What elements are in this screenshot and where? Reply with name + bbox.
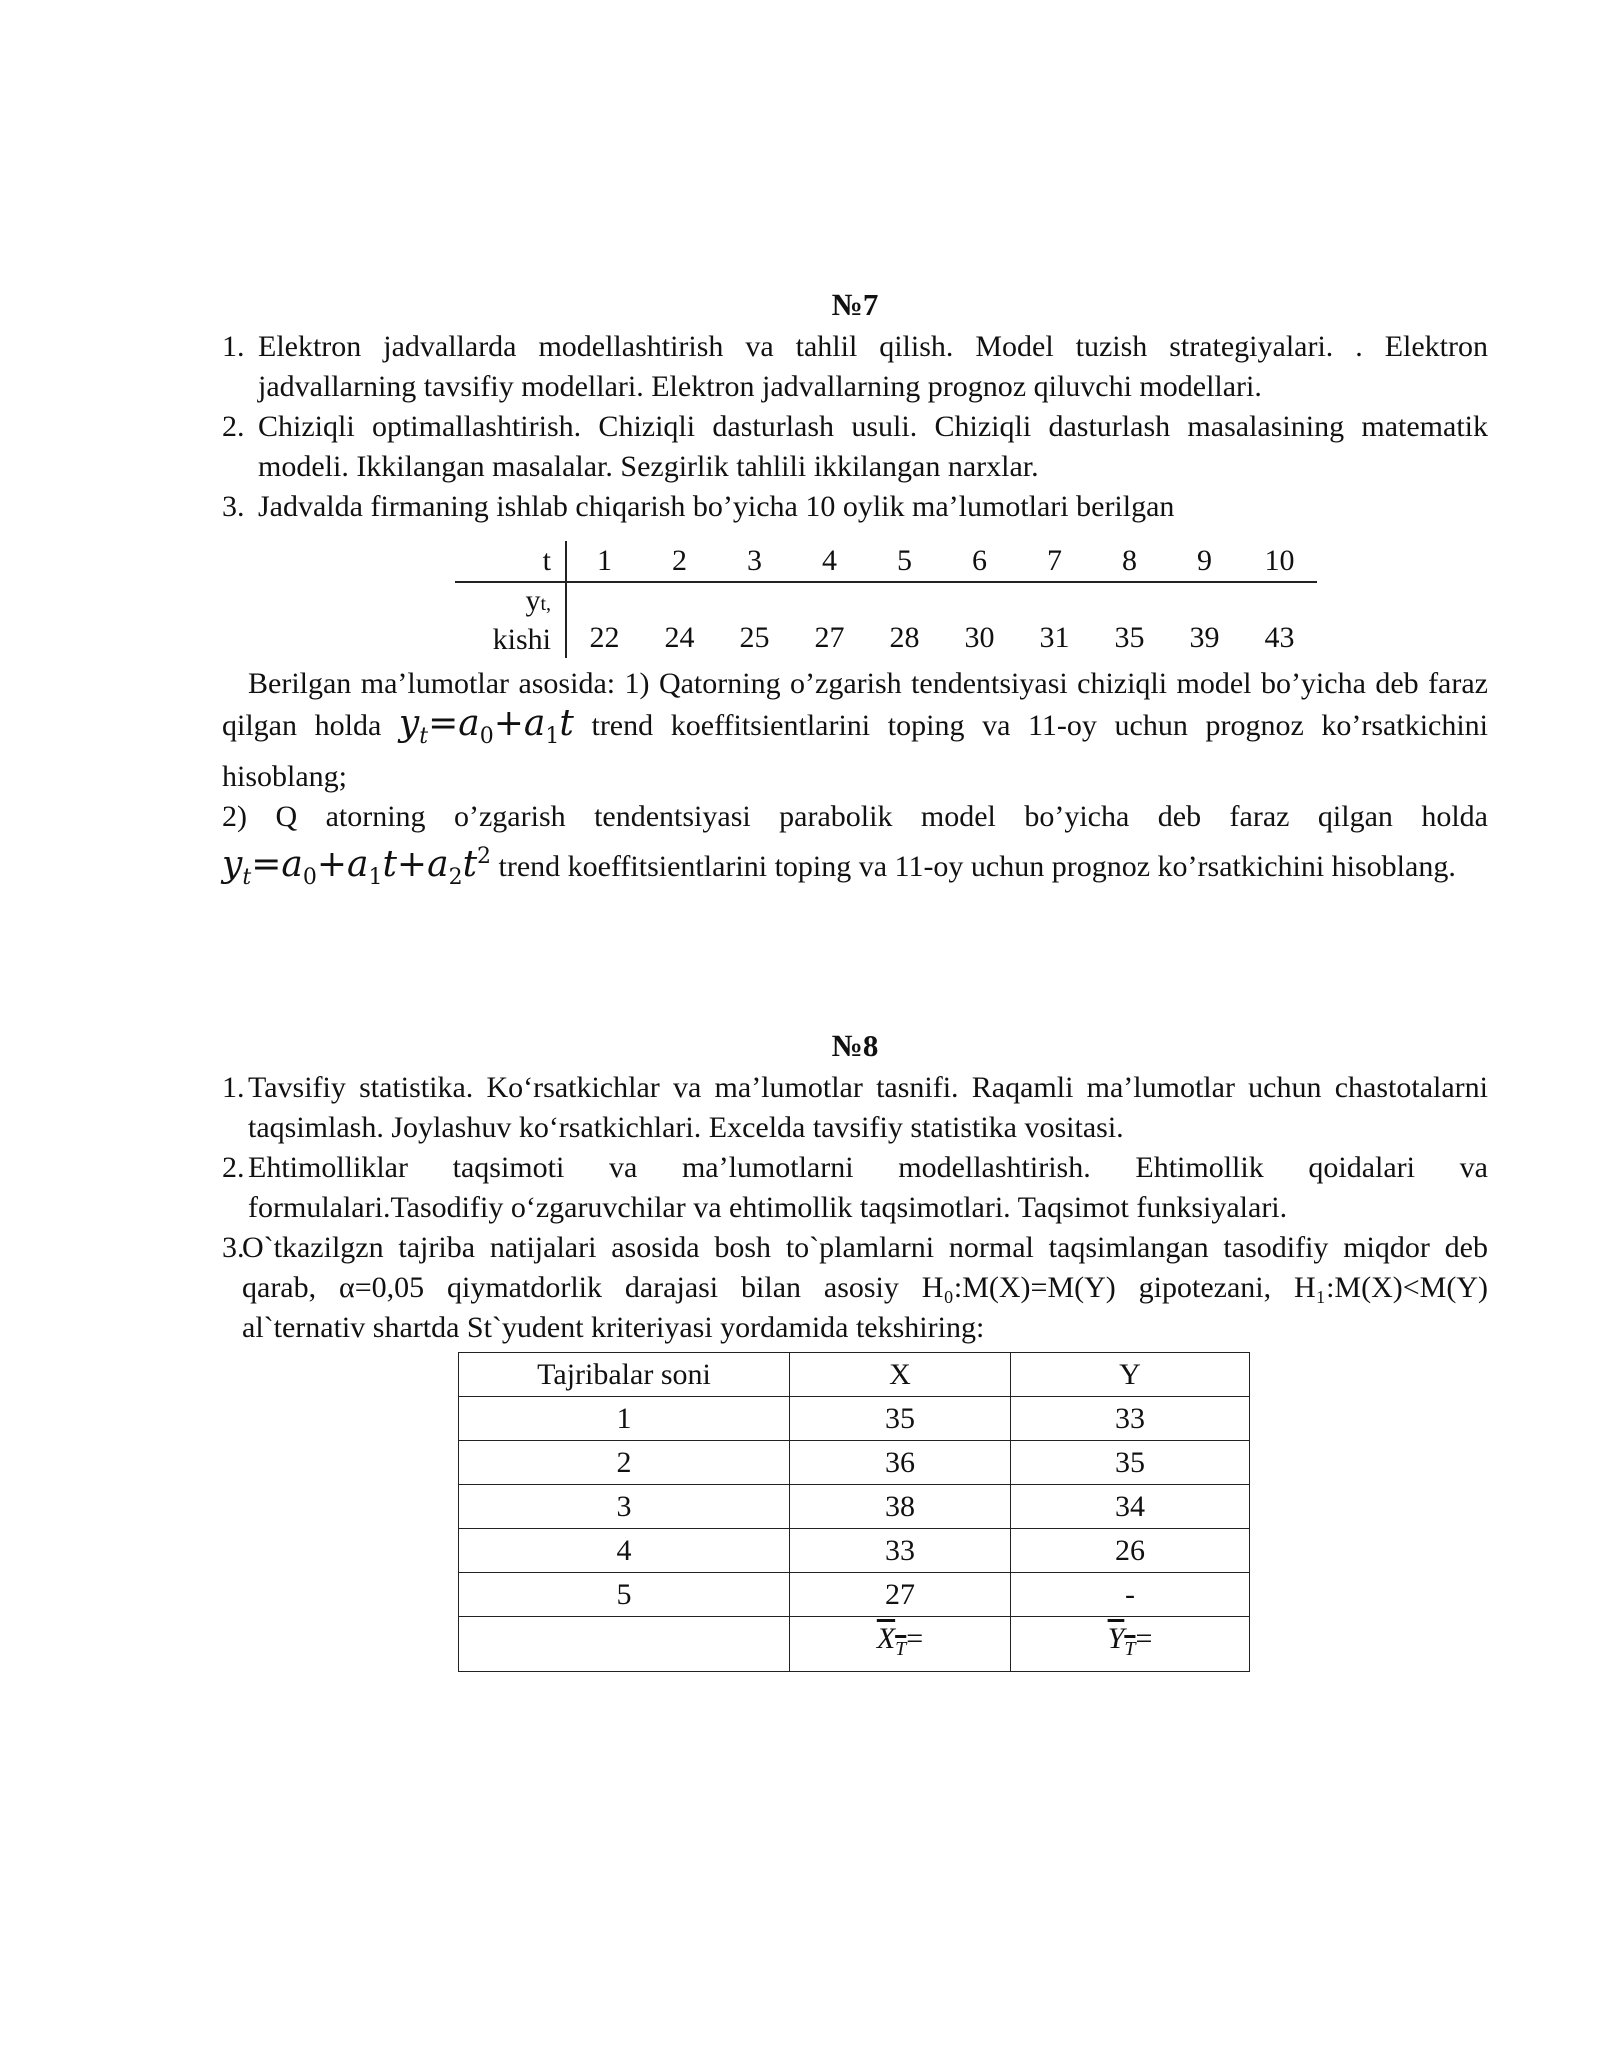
table-row — [459, 1397, 1250, 1441]
table-cell: 27 — [790, 1573, 1011, 1617]
y-label-sub: t, — [540, 593, 551, 615]
y-cell: 24 — [664, 621, 695, 654]
t-cell: 2 — [642, 541, 717, 582]
table-cell: 26 — [1011, 1529, 1250, 1573]
table-row — [459, 1573, 1250, 1617]
instruction-text: trend koeffitsientlarini toping va 11-oy uchun prognoz ko’rsatkichini hisoblang. — [498, 850, 1456, 884]
task-7-question-1 — [222, 327, 1488, 407]
instruction-text: 2) Q atorning o’zgarish tendentsiyasi parabolik model bo’yicha deb faraz qilgan holda — [222, 800, 1488, 834]
linear-trend-formula: $y_t=a_0+a_1t$ — [398, 703, 574, 750]
table-cell: 34 — [1011, 1485, 1250, 1529]
question-number: 2. — [222, 1151, 245, 1185]
t-cell: 7 — [1017, 541, 1092, 582]
question-number: 3. — [222, 1231, 245, 1265]
table-row — [459, 1441, 1250, 1485]
header-cell: Tajribalar soni — [459, 1353, 790, 1397]
task-7-question-2 — [222, 407, 1488, 487]
y-cell: 31 — [1039, 621, 1070, 654]
y-label-unit: kishi — [492, 623, 551, 656]
task-8-heading: №8 — [831, 1028, 879, 1064]
table-row — [459, 1529, 1250, 1573]
task-7-instruction-1 — [222, 664, 1488, 797]
question-number: 2. — [222, 410, 245, 443]
t-cell: 10 — [1242, 541, 1317, 582]
t-cell: 4 — [792, 541, 867, 582]
task-8-question-3 — [222, 1228, 1488, 1348]
y-cell: 28 — [889, 621, 920, 654]
header-cell: Y — [1011, 1353, 1250, 1397]
t-row — [455, 541, 1317, 582]
header-cell: X — [790, 1353, 1011, 1397]
table-mean-row — [459, 1617, 1250, 1672]
experiment-results-table — [458, 1352, 1250, 1672]
y-row — [455, 582, 1317, 658]
task-8-question-1 — [222, 1068, 1488, 1148]
table-cell: 35 — [1011, 1441, 1250, 1485]
table-cell: 35 — [790, 1397, 1011, 1441]
t-cell: 6 — [942, 541, 1017, 582]
task-7-question-3 — [222, 487, 1488, 527]
question-number: 3. — [222, 490, 245, 523]
table-cell: 4 — [459, 1529, 790, 1573]
document-page — [222, 285, 1488, 1672]
t-cell: 9 — [1167, 541, 1242, 582]
y-cell: 43 — [1264, 621, 1295, 654]
question-text: Ehtimolliklar taqsimoti va ma’lumotlarni modellashtirish. Ehtimollik qoidalari va formulalari.Tasodifiy o‘zgaruvchilar va ehtimollik taqsimotlari. Taqsimot funksiyalari. — [248, 1151, 1488, 1225]
table-cell: 33 — [790, 1529, 1011, 1573]
question-text: Chiziqli optimallashtirish. Chiziqli dasturlash usuli. Chiziqli dasturlash masalasining matematik modeli. Ikkilangan masalalar. Sezgirlik tahlili ikkilangan narxlar. — [258, 410, 1488, 483]
y-cell: 30 — [964, 621, 995, 654]
y-cell: 39 — [1189, 621, 1220, 654]
table-cell: 1 — [459, 1397, 790, 1441]
y-cell: 22 — [589, 621, 620, 654]
question-text: Elektron jadvallarda modellashtirish va tahlil qilish. Model tuzish strategiyalari. . Elektron jadvallarning tavsifiy modellari. Elektron jadvallarning prognoz qiluvchi modellari. — [258, 330, 1488, 403]
y-label — [455, 582, 566, 658]
y-cell: 27 — [814, 621, 845, 654]
table-cell: 36 — [790, 1441, 1011, 1485]
table-cell: 38 — [790, 1485, 1011, 1529]
instruction-text: trend koeffitsientlarini toping va 11-oy uchun prognoz ko’rsatkichini hisoblang; — [222, 709, 1489, 794]
mean-x-symbol: $X_T$ — [876, 1622, 907, 1661]
question-number: 1. — [222, 1071, 245, 1105]
t-cell: 5 — [867, 541, 942, 582]
y-cell: 35 — [1114, 621, 1145, 654]
y-label-main: y — [525, 584, 541, 617]
table-row — [459, 1485, 1250, 1529]
question-text: Tavsifiy statistika. Ko‘rsatkichlar va ma’lumotlar tasnifi. Raqamli ma’lumotlar uchun chastotalarni taqsimlash. Joylashuv ko‘rsatkichlari. Excelda tavsifiy statistika vositasi. — [248, 1071, 1488, 1145]
mean-y-symbol: $Y_T$ — [1107, 1622, 1136, 1661]
table-cell: 33 — [1011, 1397, 1250, 1441]
monthly-data-table — [455, 541, 1317, 658]
table-cell: 3 — [459, 1485, 790, 1529]
t-cell: 3 — [717, 541, 792, 582]
task-8-question-2 — [222, 1148, 1488, 1228]
table-cell: - — [1011, 1573, 1250, 1617]
question-number: 1. — [222, 330, 245, 363]
table-cell: 5 — [459, 1573, 790, 1617]
y-cell: 25 — [739, 621, 770, 654]
task-7-heading: №7 — [831, 287, 879, 322]
instruction-text: Berilgan ma’lumotlar asosida: 1) Qatorning o’zgarish tendentsiyasi chiziqli model bo’yicha deb faraz qilgan holda — [222, 667, 1488, 742]
parabolic-trend-formula: $y_t=a_0+a_1t+a_2t^2$ — [222, 844, 492, 891]
question-text: Jadvalda firmaning ishlab chiqarish bo’yicha 10 oylik ma’lumotlari berilgan — [258, 490, 1175, 523]
question-text: O`tkazilgzn tajriba natijalari asosida bosh to`plamlarni normal taqsimlangan tasodifiy miqdor deb qarab, α=0,05 qiymatdorlik darajasi bilan asosiy H₀:M(X)=M(Y) gipotezani, H₁:M(X)<M(Y) al`ternativ shartda St`yudent kriteriyasi yordamida tekshiring: — [242, 1231, 1488, 1345]
t-cell: 8 — [1092, 541, 1167, 582]
mean-x-cell: $X_T=$ — [790, 1617, 1011, 1672]
task-7-instruction-2 — [222, 797, 1488, 898]
table-header-row — [459, 1353, 1250, 1397]
table-cell: 2 — [459, 1441, 790, 1485]
t-cell: 1 — [566, 541, 642, 582]
mean-y-cell: $Y_T=$ — [1011, 1617, 1250, 1672]
t-label: t — [455, 541, 566, 582]
table-cell-empty — [459, 1617, 790, 1672]
